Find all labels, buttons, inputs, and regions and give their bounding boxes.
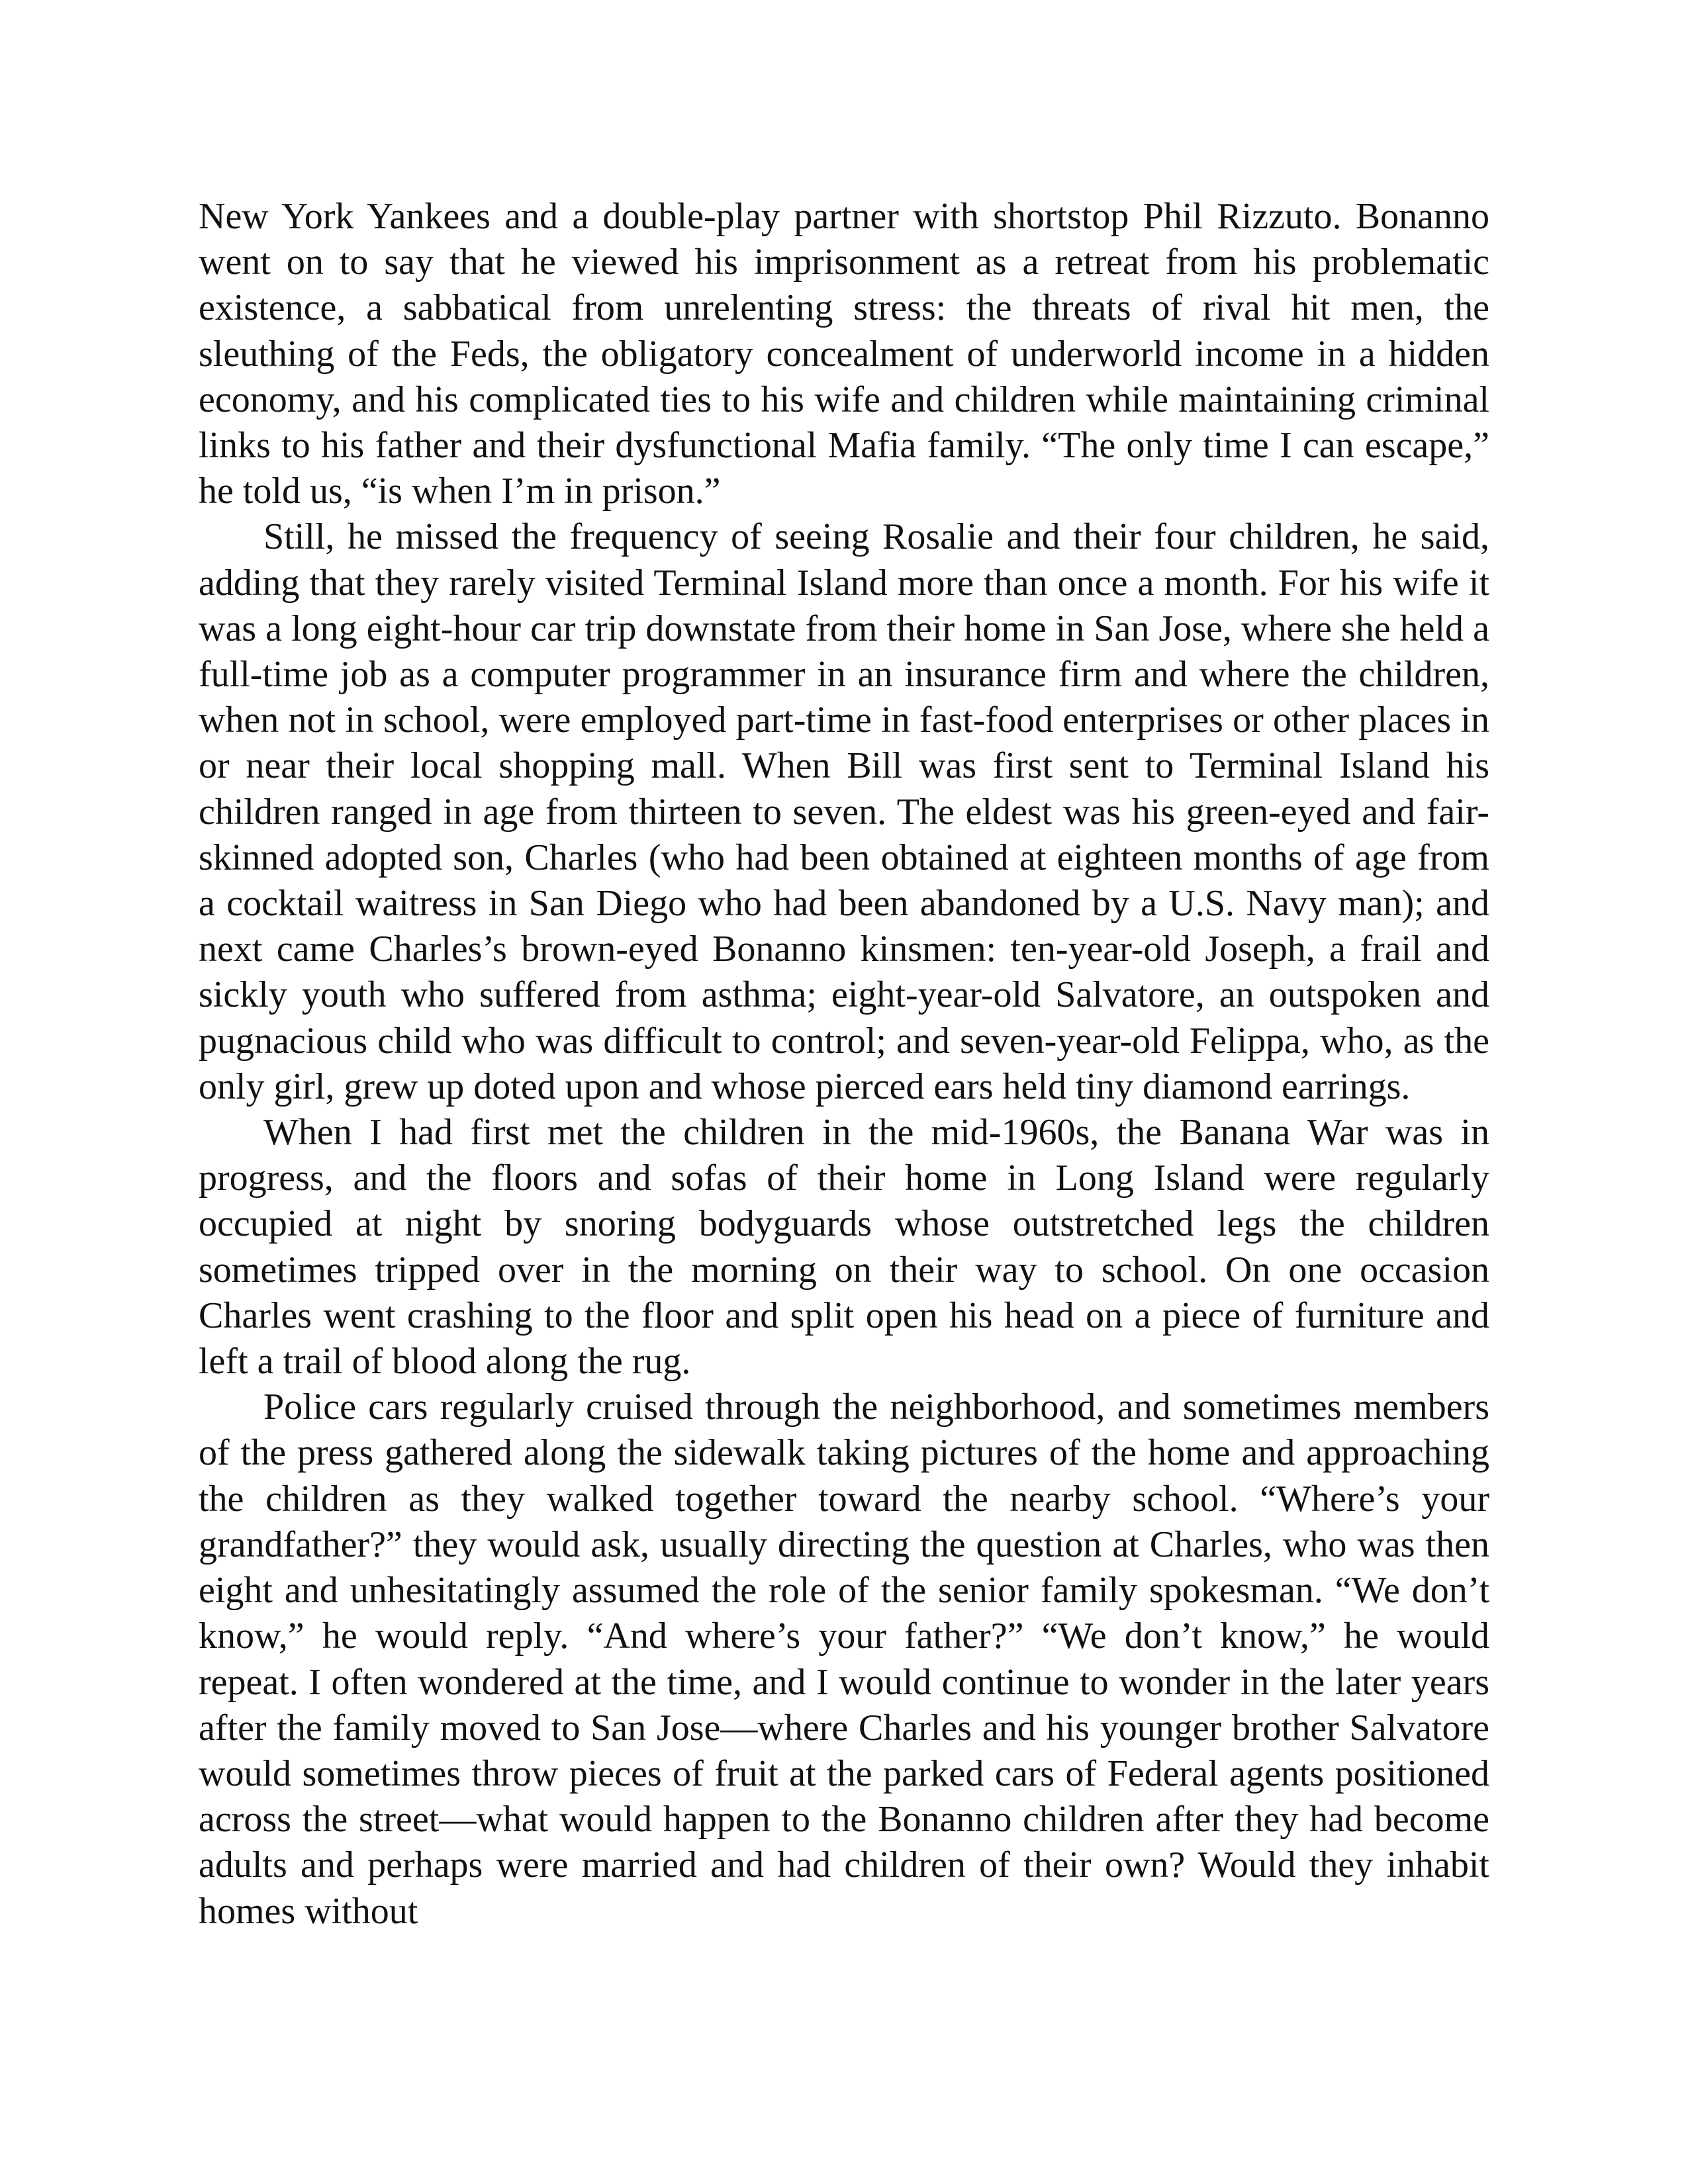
paragraph-continued: New York Yankees and a double-play partner with shortstop Phil Rizzuto. Bonanno went on to say that he viewed his imprisonment as a retreat from his problematic existence, a sabbatical from unrelenting stress: the threats of rival hit men, the sleuthing of the Feds, the obligatory concealment of underworld income in a hidden economy, and his complicated ties to his wife and children while maintaining criminal links to his father and their dysfunctional Mafia family. “The only time I can escape,” he told us, “is when I’m in prison.” [199, 196, 1489, 512]
paragraph: Still, he missed the frequency of seeing Rosalie and their four children, he said, adding that they rarely visited Terminal Island more than once a month. For his wife it was a long eight-hour car trip downstate from their home in San Jose, where she held a full-time job as a computer programmer in an insurance firm and where the children, when not in school, were employed part-time in fast-food enterprises or other places in or near their local shopping mall. When Bill was first sent to Terminal Island his children ranged in age from thirteen to seven. The eldest was his green-eyed and fair-skinned adopted son, Charles (who had been obtained at eighteen months of age from a cocktail waitress in San Diego who had been abandoned by a U.S. Navy man); and next came Charles’s brown-eyed Bonanno kinsmen: ten-year-old Joseph, a frail and sickly youth who suffered from asthma; eight-year-old Salvatore, an outspoken and pugnacious child who was difficult to control; and seven-year-old Felippa, who, as the only girl, grew up doted upon and whose pierced ears held tiny diamond earrings. [199, 516, 1489, 1107]
paragraph: Police cars regularly cruised through the neighborhood, and sometimes members of the press gathered along the sidewalk taking pictures of the home and approaching the children as they walked together toward the nearby school. “Where’s your grandfather?” they would ask, usually directing the question at Charles, who was then eight and unhesitatingly assumed the role of the senior family spokesman. “We don’t know,” he would reply. “And where’s your father?” “We don’t know,” he would repeat. I often wondered at the time, and I would continue to wonder in the later years after the family moved to San Jose—where Charles and his younger brother Salvatore would sometimes throw pieces of fruit at the parked cars of Federal agents positioned across the street—what would happen to the Bonanno children after they had become adults and perhaps were married and had children of their own? Would they inhabit homes without [199, 1387, 1489, 1932]
paragraph: When I had first met the children in the mid-1960s, the Banana War was in progress, and the floors and sofas of their home in Long Island were regularly occupied at night by snoring bodyguards whose outstretched legs the children sometimes tripped over in the morning on their way to school. On one occasion Charles went crashing to the floor and split open his head on a piece of furniture and left a trail of blood along the rug. [199, 1112, 1489, 1383]
page-body [199, 194, 1489, 1934]
